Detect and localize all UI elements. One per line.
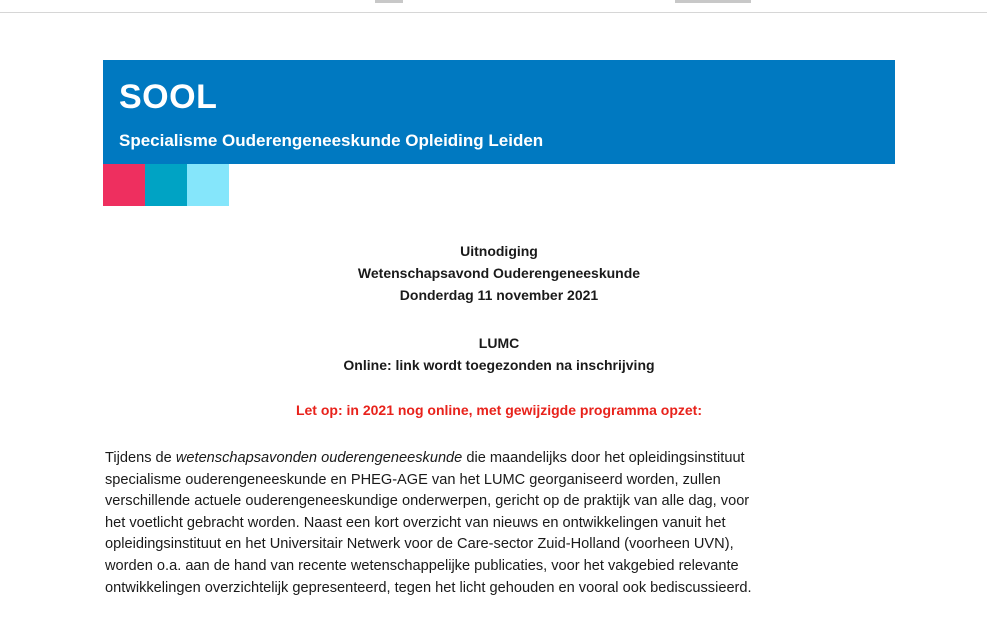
notice-text: Let op: in 2021 nog online, met gewijzigde programma opzet: bbox=[295, 402, 703, 418]
body-line: verschillende actuele ouderengeneeskundige onderwerpen, gericht op de praktijk van alle dag, voor bbox=[105, 493, 750, 510]
body-line-start: Tijdens de bbox=[105, 450, 176, 466]
invitation-heading: Uitnodiging bbox=[460, 243, 538, 259]
body-line-end: die maandelijks door het opleidingsinstituut bbox=[462, 450, 745, 466]
body-line: ontwikkelingen overzichtelijk gepresenteerd, tegen het licht gehouden en vooral ook bediscussieerd. bbox=[105, 579, 752, 596]
body-line bbox=[105, 448, 905, 470]
venue-online: Online: link wordt toegezonden na inschrijving bbox=[343, 357, 655, 373]
header-banner bbox=[103, 60, 895, 164]
toolbar-fragment bbox=[675, 0, 751, 3]
venue-name: LUMC bbox=[478, 335, 520, 351]
body-italic-term: wetenschapsavonden ouderengeneeskunde bbox=[175, 450, 463, 466]
toolbar-fragment bbox=[375, 0, 403, 3]
body-paragraph bbox=[105, 448, 905, 599]
body-line: worden o.a. aan de hand van recente wetenschappelijke publicaties, voor het vakgebied relevante bbox=[105, 557, 739, 574]
event-name: Wetenschapsavond Ouderengeneeskunde bbox=[357, 265, 641, 281]
light-blue-square bbox=[187, 164, 229, 206]
header-title: SOOL bbox=[119, 78, 218, 116]
header-subtitle: Specialisme Ouderengeneeskunde Opleiding Leiden bbox=[119, 131, 544, 150]
body-line: specialisme ouderengeneeskunde en PHEG-AGE van het LUMC georganiseerd worden, zullen bbox=[105, 471, 721, 488]
event-date: Donderdag 11 november 2021 bbox=[399, 287, 599, 303]
pink-square bbox=[103, 164, 145, 206]
body-line: het voetlicht gebracht worden. Naast een kort overzicht van nieuws en ontwikkelingen vanuit het bbox=[105, 514, 726, 531]
viewer-top-edge bbox=[0, 0, 987, 13]
body-line: opleidingsinstituut en het Universitair Netwerk voor de Care-sector Zuid-Holland (voorheen UVN), bbox=[105, 536, 734, 553]
teal-square bbox=[145, 164, 187, 206]
